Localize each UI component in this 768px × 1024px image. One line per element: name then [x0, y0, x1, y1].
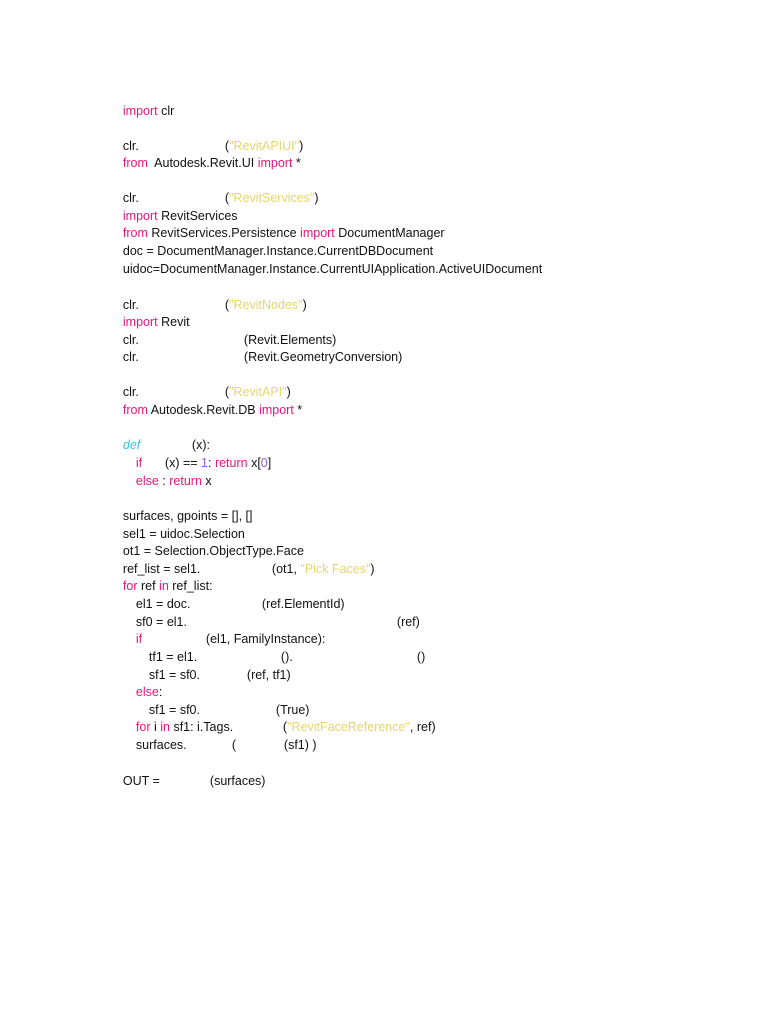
- def-keyword: def: [122, 438, 141, 452]
- string-literal: "RevitNodes": [229, 298, 303, 312]
- code-text: (: [224, 298, 230, 312]
- code-text: Autodesk.Revit.UI: [147, 156, 258, 170]
- code-text: x: [201, 474, 212, 488]
- code-text: i: [150, 720, 161, 734]
- keyword: import: [300, 226, 335, 240]
- code-text: RevitServices: [157, 209, 238, 223]
- code-text: (: [224, 139, 230, 153]
- code-text: (True): [275, 703, 310, 717]
- code-text: (Revit.Elements): [243, 333, 337, 347]
- code-text: (x) ==: [164, 456, 202, 470]
- keyword: in: [159, 579, 169, 593]
- code-text: :: [207, 456, 215, 470]
- code-text: clr.: [122, 350, 139, 364]
- keyword: from: [122, 156, 148, 170]
- code-text: x[: [247, 456, 261, 470]
- code-text: DocumentManager: [334, 226, 445, 240]
- keyword: for: [135, 720, 151, 734]
- code-text: uidoc=DocumentManager.Instance.CurrentUIApplication.ActiveUIDocument: [122, 262, 543, 276]
- keyword: from: [122, 226, 148, 240]
- keyword: import: [259, 403, 294, 417]
- keyword: import: [122, 104, 158, 118]
- keyword: for: [122, 579, 138, 593]
- string-literal: "Pick Faces": [300, 562, 371, 576]
- code-text: surfaces.: [135, 738, 187, 752]
- code-line: [196, 757, 265, 805]
- code-text: ref_list:: [168, 579, 213, 593]
- code-text: ]: [267, 456, 272, 470]
- code-text: OUT =: [122, 774, 160, 788]
- code-text: clr.: [122, 191, 139, 205]
- code-line: [403, 633, 425, 681]
- code-text: surfaces, gpoints = [], []: [122, 509, 253, 523]
- code-text: ().: [280, 650, 293, 664]
- keyword: return: [169, 474, 202, 488]
- code-text: (x):: [191, 438, 210, 452]
- code-text: ): [314, 191, 319, 205]
- keyword: else: [135, 474, 159, 488]
- number-literal: 1: [201, 456, 208, 470]
- number-literal: 0: [260, 456, 268, 470]
- code-line: [270, 721, 317, 769]
- code-text: RevitServices.Persistence: [147, 226, 301, 240]
- code-text: clr.: [122, 298, 139, 312]
- code-text: (: [224, 191, 230, 205]
- string-literal: "RevitAPIUI": [229, 139, 300, 153]
- string-literal: "RevitServices": [229, 191, 315, 205]
- code-text: (: [224, 385, 230, 399]
- code-text: :: [158, 685, 163, 699]
- code-text: ): [299, 139, 304, 153]
- keyword: if: [135, 632, 143, 646]
- code-text: sel1 = uidoc.Selection: [122, 527, 245, 541]
- code-text: , ref): [409, 720, 436, 734]
- code-text: (ref, tf1): [246, 668, 291, 682]
- code-text: (surfaces): [209, 774, 266, 788]
- keyword: import: [122, 209, 158, 223]
- code-text: Autodesk.Revit.DB: [147, 403, 260, 417]
- code-text: (: [282, 720, 288, 734]
- code-text: (: [231, 738, 237, 752]
- code-text: *: [293, 403, 303, 417]
- code-text: clr: [157, 104, 175, 118]
- code-text: ): [370, 562, 375, 576]
- keyword: if: [135, 456, 143, 470]
- code-text: (Revit.GeometryConversion): [243, 350, 403, 364]
- code-text: clr.: [122, 385, 139, 399]
- code-text: sf1 = sf0.: [148, 668, 200, 682]
- keyword: else: [135, 685, 159, 699]
- keyword: in: [160, 720, 170, 734]
- code-text: clr.: [122, 139, 139, 153]
- code-text: (el1, FamilyInstance):: [205, 632, 326, 646]
- keyword: return: [214, 456, 248, 470]
- code-text: sf1: i.Tags.: [169, 720, 234, 734]
- code-text: (sf1) ): [283, 738, 317, 752]
- string-literal: "RevitAPI": [229, 385, 287, 399]
- code-text: ref_list = sel1.: [122, 562, 201, 576]
- code-line: [109, 245, 542, 293]
- code-text: Revit: [157, 315, 190, 329]
- code-text: el1 = doc.: [135, 597, 191, 611]
- keyword: import: [122, 315, 158, 329]
- code-text: sf1 = sf0.: [148, 703, 200, 717]
- code-text: ot1 = Selection.ObjectType.Face: [122, 544, 304, 558]
- code-text: clr.: [122, 333, 139, 347]
- code-text: (ot1,: [271, 562, 301, 576]
- code-text: ): [302, 298, 307, 312]
- code-text: tf1 = el1.: [148, 650, 198, 664]
- code-text: doc = DocumentManager.Instance.CurrentDBDocument: [122, 244, 434, 258]
- keyword: import: [257, 156, 293, 170]
- code-text: *: [292, 156, 301, 170]
- code-text: sf0 = el1.: [135, 615, 187, 629]
- code-text: (): [416, 650, 426, 664]
- code-text: :: [158, 474, 170, 488]
- code-text: (ref.ElementId): [261, 597, 345, 611]
- keyword: from: [122, 403, 148, 417]
- code-text: (ref): [396, 615, 420, 629]
- code-line: [109, 757, 160, 805]
- code-text: ref: [137, 579, 160, 593]
- code-text: ): [286, 385, 291, 399]
- string-literal: "RevitFaceReference": [287, 720, 410, 734]
